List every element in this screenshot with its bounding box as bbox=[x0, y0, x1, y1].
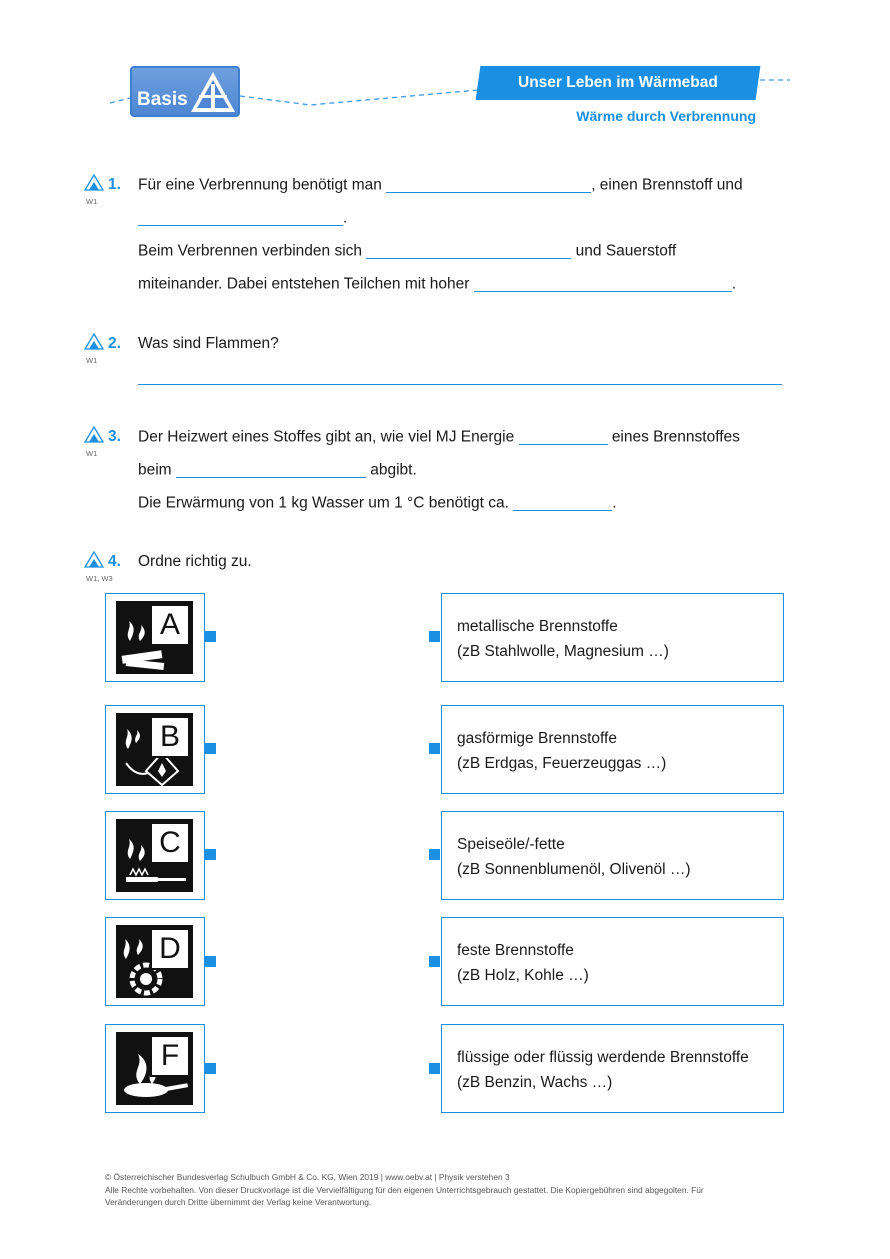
level-pyramid-icon bbox=[84, 333, 104, 350]
task-line: Für eine Verbrennung benötigt man , einen Brennstoff und bbox=[138, 176, 743, 194]
answer-blank[interactable] bbox=[386, 176, 591, 193]
fire-class-letter: F bbox=[150, 1035, 190, 1077]
answer-blank[interactable] bbox=[138, 209, 343, 226]
connector-dot[interactable] bbox=[429, 631, 440, 642]
chapter-banner: Unser Leben im Wärmebad bbox=[476, 66, 761, 100]
task-line: Beim Verbrennen verbinden sich und Sauerstoff bbox=[138, 242, 677, 260]
task-line: . bbox=[138, 209, 347, 228]
task-number: 3. bbox=[108, 428, 121, 445]
level-pyramid-icon bbox=[84, 174, 104, 191]
fire-class-pictogram bbox=[105, 705, 205, 794]
fire-class-pictogram bbox=[105, 1024, 205, 1113]
fire-class-letter: A bbox=[150, 604, 190, 646]
task-question: Ordne richtig zu. bbox=[138, 553, 252, 570]
connector-dot[interactable] bbox=[205, 743, 216, 754]
connector-dot[interactable] bbox=[205, 956, 216, 967]
answer-blank[interactable] bbox=[519, 428, 608, 445]
section-subtitle: Wärme durch Verbrennung bbox=[576, 108, 756, 124]
basis-label: Basis bbox=[137, 89, 188, 110]
task-number: 2. bbox=[108, 335, 121, 352]
answer-box: feste Brennstoffe (zB Holz, Kohle …) bbox=[441, 917, 784, 1006]
answer-box: flüssige oder flüssig werdende Brennstoffe (zB Benzin, Wachs …) bbox=[441, 1024, 784, 1113]
answer-box: Speiseöle/-fette (zB Sonnenblumenöl, Olivenöl …) bbox=[441, 811, 784, 900]
fire-class-pictogram bbox=[105, 811, 205, 900]
task-question: Was sind Flammen? bbox=[138, 335, 279, 352]
connector-dot[interactable] bbox=[205, 1063, 216, 1074]
connector-dot[interactable] bbox=[429, 956, 440, 967]
answer-blank[interactable] bbox=[366, 242, 571, 259]
connector-dot[interactable] bbox=[429, 849, 440, 860]
answer-blank[interactable] bbox=[474, 275, 732, 292]
task-code: W1 bbox=[86, 197, 98, 206]
pyramid-logo-icon bbox=[188, 70, 238, 114]
answer-blank[interactable] bbox=[176, 461, 366, 478]
level-pyramid-icon bbox=[84, 551, 104, 568]
answer-box: gasförmige Brennstoffe (zB Erdgas, Feuerzeuggas …) bbox=[441, 705, 784, 794]
task-line: beim abgibt. bbox=[138, 461, 417, 479]
connector-dot[interactable] bbox=[205, 849, 216, 860]
task-number: 4. bbox=[108, 553, 121, 570]
answer-blank[interactable] bbox=[513, 494, 612, 511]
task-line: Die Erwärmung von 1 kg Wasser um 1 °C benötigt ca. . bbox=[138, 494, 617, 512]
connector-dot[interactable] bbox=[429, 743, 440, 754]
copyright-footer: © Österreichischer Bundesverlag Schulbuch GmbH & Co. KG, Wien 2019 | www.oebv.at | Physik verstehen 3 Alle Rechte vorbehalten. Von dieser Druckvorlage ist die Vervielfältigung für den eigenen Unterrichtsgebrauch gestattet. Die Kopiergebühren sind abgegolten. Für Veränderungen durch Dritte übernimmt der Verlag keine Verantwortung. bbox=[105, 1172, 704, 1207]
fire-class-pictogram bbox=[105, 917, 205, 1006]
answer-box: metallische Brennstoffe (zB Stahlwolle, Magnesium …) bbox=[441, 593, 784, 682]
fire-class-letter: C bbox=[150, 822, 190, 864]
connector-dot[interactable] bbox=[429, 1063, 440, 1074]
fire-class-letter: D bbox=[150, 928, 190, 970]
task-code: W1 bbox=[86, 449, 98, 458]
task-line: Der Heizwert eines Stoffes gibt an, wie viel MJ Energie eines Brennstoffes bbox=[138, 428, 740, 446]
fire-class-pictogram bbox=[105, 593, 205, 682]
task-code: W1 bbox=[86, 356, 98, 365]
task-line: miteinander. Dabei entstehen Teilchen mit hoher . bbox=[138, 275, 737, 293]
answer-line[interactable] bbox=[138, 384, 782, 385]
task-number: 1. bbox=[108, 176, 121, 193]
task-code: W1, W3 bbox=[86, 574, 113, 583]
level-pyramid-icon bbox=[84, 426, 104, 443]
fire-class-letter: B bbox=[150, 716, 190, 758]
connector-dot[interactable] bbox=[205, 631, 216, 642]
